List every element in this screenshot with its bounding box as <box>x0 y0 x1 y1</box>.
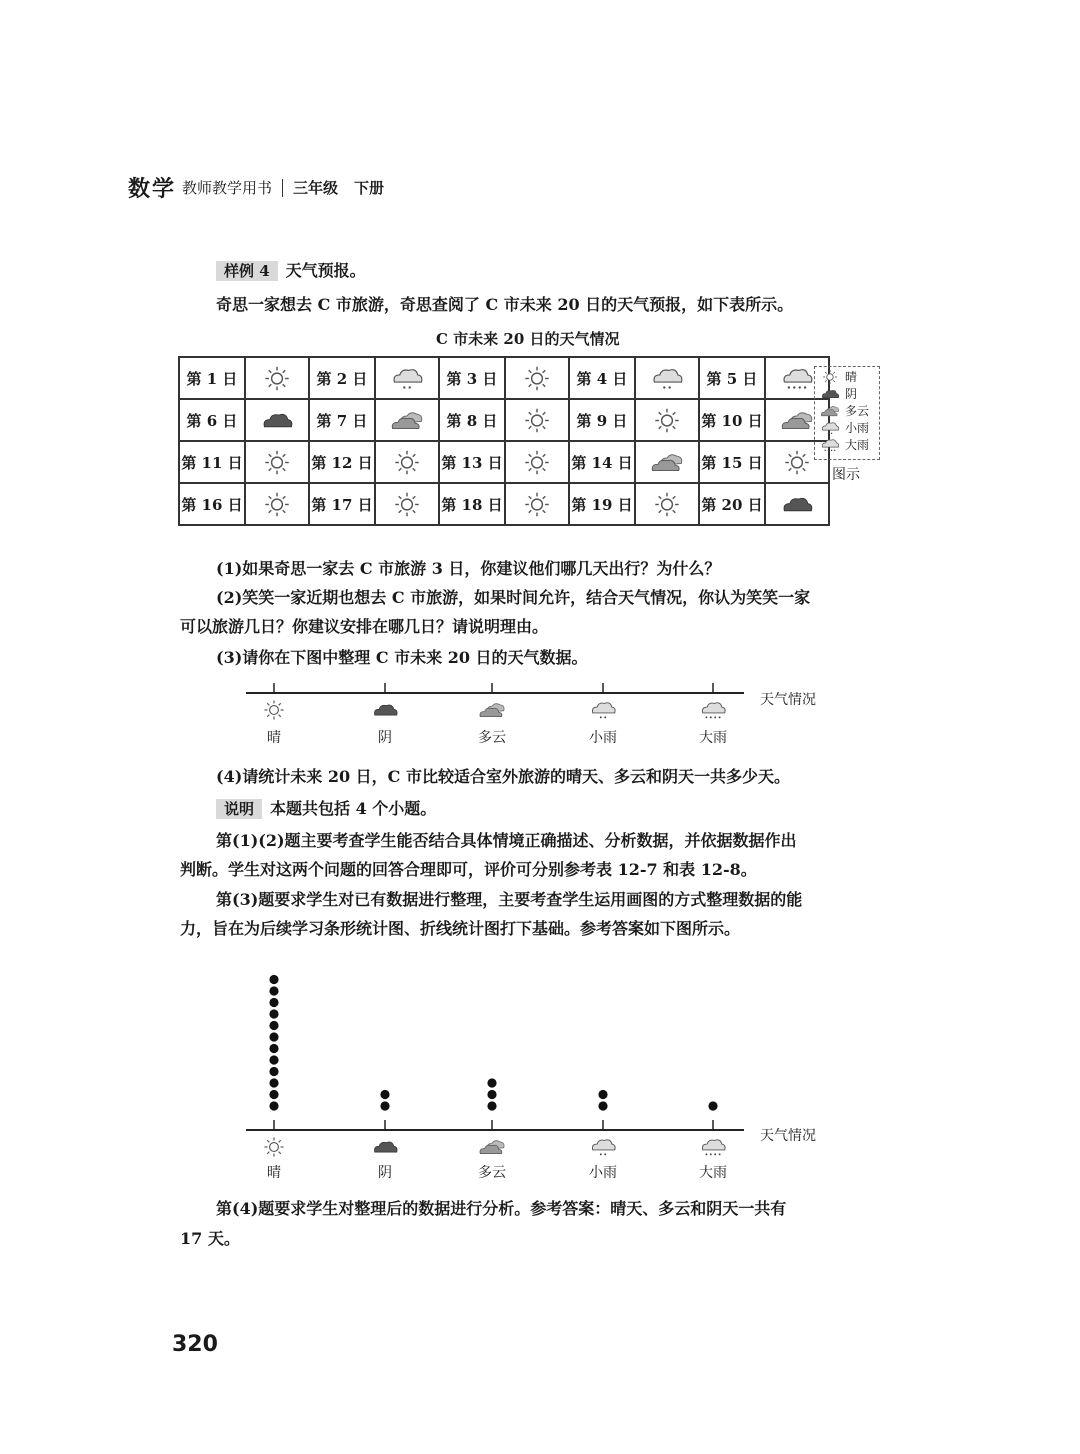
dot-多云-2 <box>487 1090 496 1099</box>
dot-阴-1 <box>380 1101 389 1110</box>
forecast-day-label: 第 20 日 <box>699 483 765 525</box>
heavy-rain-icon <box>698 1136 728 1158</box>
empty-axis-category-label: 多云 <box>478 730 506 746</box>
forecast-day-label: 第 16 日 <box>179 483 245 525</box>
forecast-day-label: 第 18 日 <box>439 483 505 525</box>
dot-阴-2 <box>380 1090 389 1099</box>
dot-chart-category-label: 晴 <box>267 1165 281 1181</box>
legend-caption: 图示 <box>832 467 860 483</box>
forecast-day-label: 第 6 日 <box>179 399 245 441</box>
legend-label: 阴 <box>845 387 858 401</box>
question-2-line-1: (2)笑笑一家近期也想去 C 市旅游，如果时间允许，结合天气情况，你认为笑笑一家 <box>216 588 811 607</box>
question-1: (1)如果奇思一家去 C 市旅游 3 日，你建议他们哪几天出行？为什么？ <box>216 559 721 578</box>
sample-title: 天气预报。 <box>285 261 366 280</box>
dot-小雨-2 <box>598 1090 607 1099</box>
dot-chart-axis-label: 天气情况 <box>760 1128 816 1144</box>
note-p1-line-1: 第(1)(2)题主要考查学生能否结合具体情境正确描述、分析数据，并依据数据作出 <box>216 831 797 850</box>
dot-晴-6 <box>269 1044 278 1053</box>
note-tag: 说明 <box>216 799 262 819</box>
sample-intro: 奇思一家想去 C 市旅游，奇思查阅了 C 市未来 20 日的天气预报，如下表所示。 <box>216 295 794 314</box>
question-4: (4)请统计未来 20 日，C 市比较适合室外旅游的晴天、多云和阴天一共多少天。 <box>216 767 790 786</box>
forecast-day-label: 第 19 日 <box>569 483 635 525</box>
legend-label: 小雨 <box>845 421 870 435</box>
forecast-day-label: 第 9 日 <box>569 399 635 441</box>
dot-chart-category-label: 小雨 <box>589 1165 617 1181</box>
dot-小雨-1 <box>598 1101 607 1110</box>
forecast-day-label: 第 4 日 <box>569 357 635 399</box>
header-logo: 数学 <box>128 177 177 202</box>
empty-axis-category-label: 阴 <box>378 730 392 746</box>
dot-晴-1 <box>269 1101 278 1110</box>
dot-多云-1 <box>487 1101 496 1110</box>
forecast-day-label: 第 17 日 <box>309 483 375 525</box>
forecast-day-label: 第 2 日 <box>309 357 375 399</box>
empty-axis-label: 天气情况 <box>760 692 816 708</box>
question-3: (3)请你在下图中整理 C 市未来 20 日的天气数据。 <box>216 648 588 667</box>
dot-chart-category-label: 阴 <box>378 1165 392 1181</box>
overcast-icon <box>370 1136 400 1158</box>
dot-晴-10 <box>269 998 278 1007</box>
empty-axis-category-label: 小雨 <box>589 730 617 746</box>
sample-tag: 样例 4 <box>216 261 278 281</box>
empty-axis-category-label: 大雨 <box>699 730 727 746</box>
forecast-day-label: 第 7 日 <box>309 399 375 441</box>
forecast-day-label: 第 15 日 <box>699 441 765 483</box>
note-p2-line-1: 第(3)题要求学生对已有数据进行整理，主要考查学生运用画图的方式整理数据的能 <box>216 890 803 909</box>
dot-chart-category-label: 多云 <box>478 1165 506 1181</box>
dot-晴-4 <box>269 1067 278 1076</box>
legend-label: 大雨 <box>845 438 870 452</box>
dot-晴-2 <box>269 1090 278 1099</box>
forecast-day-label: 第 10 日 <box>699 399 765 441</box>
note-text: 本题共包括 4 个小题。 <box>270 799 437 818</box>
legend-label: 多云 <box>845 404 870 418</box>
note-p1-line-2: 判断。学生对这两个问题的回答合理即可，评价可分别参考表 12-7 和表 12-8。 <box>180 860 757 879</box>
forecast-day-label: 第 5 日 <box>699 357 765 399</box>
dot-大雨-1 <box>708 1101 717 1110</box>
forecast-day-label: 第 8 日 <box>439 399 505 441</box>
forecast-day-label: 第 11 日 <box>179 441 245 483</box>
dot-晴-12 <box>269 975 278 984</box>
header-book-title: 教师教学用书 <box>182 179 273 197</box>
dot-晴-7 <box>269 1032 278 1041</box>
page-number: 320 <box>172 1332 218 1357</box>
forecast-day-label: 第 13 日 <box>439 441 505 483</box>
dot-晴-11 <box>269 986 278 995</box>
dot-晴-5 <box>269 1055 278 1064</box>
note-p3-line-2: 17 天。 <box>180 1229 240 1248</box>
forecast-day-label: 第 12 日 <box>309 441 375 483</box>
dot-晴-9 <box>269 1009 278 1018</box>
table-title: C 市未来 20 日的天气情况 <box>436 330 620 348</box>
note-p3-line-1: 第(4)题要求学生对整理后的数据进行分析。参考答案：晴天、多云和阴天一共有 <box>216 1199 787 1218</box>
light-rain-icon <box>588 1136 618 1158</box>
question-2-line-2: 可以旅游几日？你建议安排在哪几日？请说明理由。 <box>180 617 549 636</box>
dot-晴-8 <box>269 1021 278 1030</box>
sunny-icon <box>259 1136 289 1158</box>
note-p2-line-2: 力，旨在为后续学习条形统计图、折线统计图打下基础。参考答案如下图所示。 <box>180 919 741 938</box>
header-grade: 三年级 <box>293 179 339 197</box>
dot-chart-category-label: 大雨 <box>699 1165 727 1181</box>
forecast-day-label: 第 14 日 <box>569 441 635 483</box>
forecast-day-label: 第 1 日 <box>179 357 245 399</box>
dot-晴-3 <box>269 1078 278 1087</box>
empty-axis-category-label: 晴 <box>267 730 281 746</box>
cloudy-icon <box>477 1136 507 1158</box>
header-volume: 下册 <box>354 179 385 197</box>
legend-label: 晴 <box>845 370 858 384</box>
forecast-day-label: 第 3 日 <box>439 357 505 399</box>
dot-多云-3 <box>487 1078 496 1087</box>
